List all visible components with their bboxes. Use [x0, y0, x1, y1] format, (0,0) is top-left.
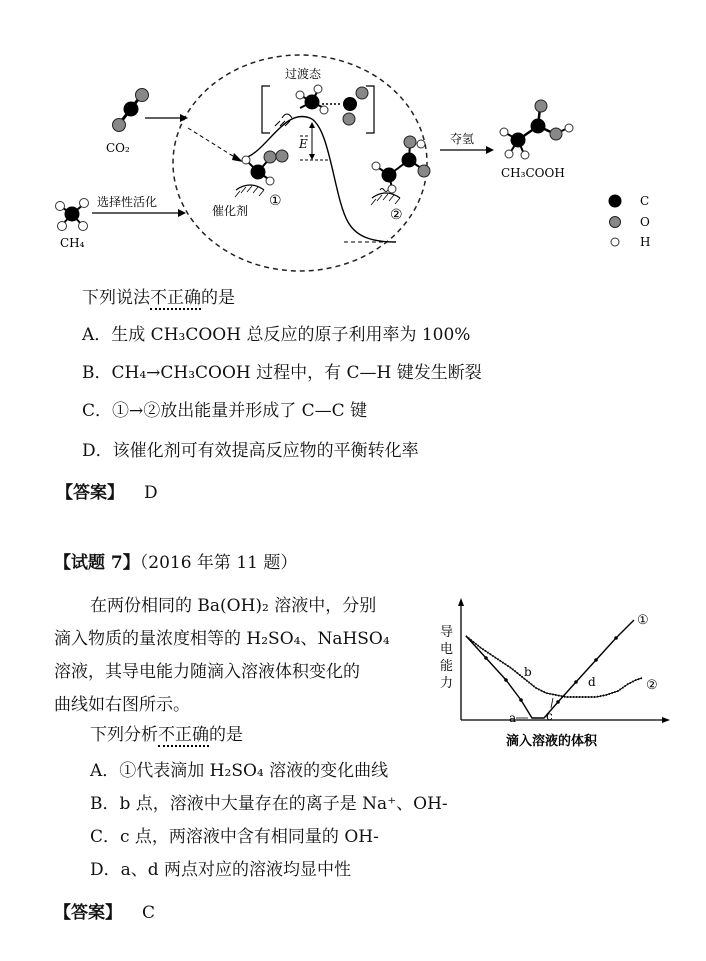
catalyst-state-2 — [371, 136, 430, 205]
conductivity-chart — [436, 596, 676, 756]
q6-answer-value: D — [144, 483, 158, 503]
q6-option-c: C．①→②放出能量并形成了 C—C 键 — [82, 401, 368, 421]
q7-answer-value: C — [142, 903, 156, 923]
q6-answer — [56, 482, 158, 504]
q7-option-b: B．b 点，溶液中大量存在的离子是 Na⁺、OH- — [90, 794, 448, 814]
q6-option-a: A．生成 CH₃COOH 总反应的原子利用率为 100% — [82, 325, 471, 345]
point-c-label: c — [546, 709, 553, 723]
ch4-label: CH₄ — [60, 236, 85, 250]
reaction-mechanism-figure — [0, 0, 706, 280]
legend-carbon-marker — [609, 195, 622, 208]
ylabel-char-3: 能 — [440, 659, 454, 674]
ylabel-char-4: 力 — [440, 676, 454, 691]
step-1-label: ① — [269, 193, 282, 209]
ylabel-char-2: 电 — [440, 642, 454, 657]
ylabel-char-1: 导 — [440, 625, 454, 640]
q6-stem-post: 的是 — [201, 288, 235, 308]
q7-header-label: 【试题 7】 — [54, 553, 140, 573]
q7-answer-label: 【答案】 — [54, 903, 122, 923]
q7-para-line-2: 滴入物质的量浓度相等的 H₂SO₄、NaHSO₄ — [54, 629, 390, 649]
q7-header-source: （2016 年第 11 题） — [139, 553, 298, 573]
q7-header — [54, 552, 297, 574]
q6-option-d: D．该催化剂可有效提高反应物的平衡转化率 — [82, 441, 419, 461]
energy-label: E — [299, 137, 308, 151]
q7-para-line-3: 溶液，其导电能力随滴入溶液体积变化的 — [54, 662, 360, 682]
q7-answer — [54, 902, 155, 924]
atom-legend — [609, 194, 651, 249]
transition-label: 过渡态 — [285, 67, 322, 81]
step-2-label: ② — [390, 207, 403, 223]
legend-hydrogen: H — [640, 235, 651, 249]
q7-para-line-1: 在两份相同的 Ba(OH)₂ 溶液中，分别 — [90, 596, 377, 616]
point-a-label: a — [509, 711, 517, 725]
curve-2-label: ② — [646, 678, 658, 693]
legend-oxygen: O — [640, 215, 650, 229]
legend-oxygen-marker — [610, 217, 621, 228]
dehydro-label: 夺氢 — [450, 132, 475, 146]
curve-1 — [466, 620, 634, 718]
q7-option-d: D．a、d 两点对应的溶液均显中性 — [90, 860, 352, 880]
dashed-arrow — [188, 128, 236, 158]
x-axis-label: 滴入溶液的体积 — [506, 734, 598, 749]
ch4-molecule — [56, 199, 89, 231]
curve-2 — [466, 636, 642, 697]
q6-stem-emphasis: 不正确 — [150, 288, 201, 308]
q7-option-a: A．①代表滴加 H₂SO₄ 溶液的变化曲线 — [90, 761, 389, 781]
q7-stem-post: 的是 — [209, 725, 243, 745]
q7-stem — [90, 724, 243, 746]
reaction-ellipse — [173, 55, 427, 271]
q6-answer-label: 【答案】 — [56, 483, 124, 503]
catalyst-label: 催化剂 — [212, 204, 249, 218]
q7-stem-emphasis: 不正确 — [158, 725, 209, 745]
legend-hydrogen-marker — [611, 238, 619, 246]
q7-option-c: C．c 点，两溶液中含有相同量的 OH- — [90, 827, 379, 847]
acetic-acid-molecule — [500, 100, 573, 159]
q6-stem-pre: 下列说法 — [82, 288, 150, 308]
point-b-label: b — [524, 665, 532, 679]
catalyst-state-1 — [235, 150, 288, 197]
q6-stem — [82, 287, 235, 309]
co2-label: CO₂ — [106, 141, 130, 155]
q7-para-line-4: 曲线如右图所示。 — [54, 695, 190, 715]
legend-carbon: C — [640, 194, 650, 208]
point-d-label: d — [588, 675, 596, 689]
co2-molecule — [113, 89, 149, 132]
curve-2-line — [466, 636, 642, 697]
curve-1-label: ① — [637, 613, 649, 628]
q6-option-b: B．CH₄→CH₃COOH 过程中，有 C—H 键发生断裂 — [82, 363, 482, 383]
product-label: CH₃COOH — [501, 166, 565, 180]
activation-label: 选择性活化 — [97, 195, 158, 209]
q7-stem-pre: 下列分析 — [90, 725, 158, 745]
